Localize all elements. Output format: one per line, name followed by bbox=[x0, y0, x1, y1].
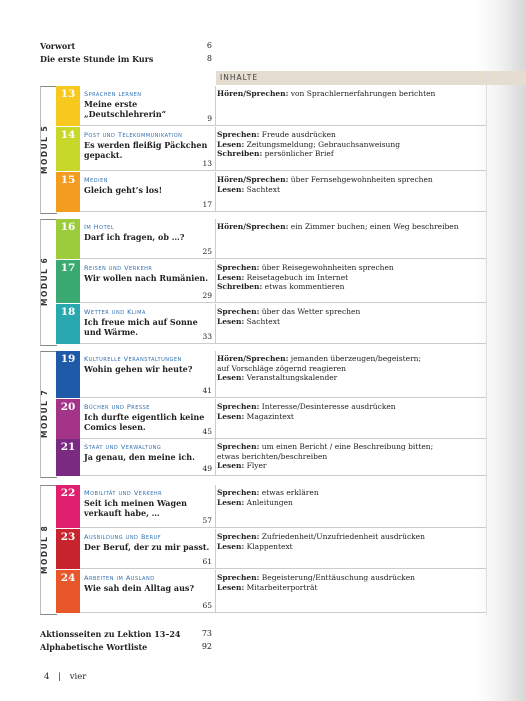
row-separator bbox=[80, 568, 486, 569]
row-separator bbox=[80, 475, 486, 476]
lesson-content bbox=[217, 307, 485, 326]
lesson-number: 18 bbox=[60, 306, 76, 318]
lesson-number: 24 bbox=[60, 572, 76, 584]
toc-entry-vorwort[interactable] bbox=[40, 41, 212, 51]
content-line bbox=[217, 412, 485, 422]
lesson-row[interactable] bbox=[56, 219, 486, 259]
column-separator bbox=[215, 439, 216, 476]
column-separator bbox=[215, 304, 216, 344]
content-text: Flyer bbox=[244, 461, 267, 470]
content-label: Lesen: bbox=[217, 582, 245, 592]
content-header-label: INHALTE bbox=[220, 73, 259, 82]
content-line bbox=[217, 273, 485, 283]
content-line bbox=[217, 282, 485, 292]
content-text: Magazintext bbox=[244, 411, 294, 421]
content-text: auf Vorschläge zögernd reagieren bbox=[217, 363, 346, 373]
content-line bbox=[217, 89, 485, 99]
content-text: über das Wetter sprechen bbox=[259, 307, 361, 316]
column-separator bbox=[215, 172, 216, 212]
content-line bbox=[217, 222, 485, 232]
lesson-content bbox=[217, 442, 485, 471]
content-line bbox=[217, 364, 485, 374]
content-text: etwas kommentieren bbox=[262, 282, 345, 291]
content-line bbox=[217, 402, 485, 412]
content-text: Anleitungen bbox=[244, 497, 293, 507]
content-text: Klappentext bbox=[244, 541, 293, 551]
content-label: Sprechen: bbox=[217, 442, 260, 451]
toc-entry-title: Aktionsseiten zu Lektion 13–24 bbox=[40, 629, 181, 639]
content-line bbox=[217, 488, 485, 498]
content-label: Sprechen: bbox=[217, 402, 260, 411]
lesson-page: 17 bbox=[202, 200, 212, 209]
lesson-page: 13 bbox=[202, 159, 212, 168]
toc-entry-page: 8 bbox=[206, 54, 212, 63]
content-text: Interesse/Desinteresse ausdrücken bbox=[259, 402, 396, 411]
module-label: MODUL 7 bbox=[40, 388, 49, 439]
lesson-theme: Reisen und Verkehr bbox=[84, 264, 153, 272]
content-label: Hören/Sprechen: bbox=[217, 354, 289, 363]
lesson-page: 29 bbox=[202, 291, 212, 300]
row-separator bbox=[80, 302, 486, 303]
content-text: von Sprachlernerfahrungen berichten bbox=[288, 89, 436, 98]
content-text: Begeisterung/Enttäuschung ausdrücken bbox=[259, 573, 415, 582]
content-line bbox=[217, 452, 485, 462]
lesson-theme: Ausbildung und Beruf bbox=[84, 533, 162, 541]
content-label: Schreiben: bbox=[217, 282, 263, 291]
column-separator bbox=[215, 399, 216, 439]
content-label: Lesen: bbox=[217, 461, 245, 470]
lesson-content bbox=[217, 175, 485, 194]
lesson-title[interactable]: Darf ich fragen, ob …? bbox=[84, 232, 185, 242]
footer-page-word: vier bbox=[69, 672, 87, 682]
lesson-row[interactable] bbox=[56, 304, 486, 344]
content-label: Sprechen: bbox=[217, 130, 260, 139]
lesson-title[interactable]: Gleich geht’s los! bbox=[84, 185, 163, 195]
lesson-theme: Bücher und Presse bbox=[84, 403, 150, 411]
module-label: MODUL 5 bbox=[40, 124, 49, 174]
content-label: Schreiben: bbox=[217, 149, 263, 158]
lesson-number: 22 bbox=[60, 487, 76, 499]
lesson-theme: Mobilität und Verkehr bbox=[84, 489, 163, 497]
lesson-content bbox=[217, 89, 485, 99]
content-label: Sprechen: bbox=[217, 263, 260, 272]
lesson-number: 20 bbox=[60, 401, 76, 413]
content-line bbox=[217, 573, 485, 583]
column-divider bbox=[486, 71, 487, 615]
lesson-page: 25 bbox=[202, 247, 212, 256]
lesson-title[interactable]: Ja genau, den meine ich. bbox=[84, 452, 195, 462]
content-label: Sprechen: bbox=[217, 573, 260, 582]
lesson-title[interactable]: Seit ich meinen Wagen verkauft habe, … bbox=[84, 498, 187, 518]
content-text: etwas berichten/beschreiben bbox=[217, 451, 328, 461]
toc-entry-title: Die erste Stunde im Kurs bbox=[40, 54, 154, 64]
lesson-theme: Sprachen lernen bbox=[84, 90, 142, 98]
row-separator bbox=[80, 343, 486, 344]
lesson-page: 33 bbox=[202, 332, 212, 341]
lesson-title[interactable]: Es werden fleißig Päckchen gepackt. bbox=[84, 140, 208, 160]
lesson-theme: Staat und Verwaltung bbox=[84, 443, 162, 451]
lesson-theme: Arbeiten im Ausland bbox=[84, 574, 155, 582]
lesson-title[interactable]: Der Beruf, der zu mir passt. bbox=[84, 542, 210, 552]
lesson-row[interactable] bbox=[56, 439, 486, 476]
lesson-row[interactable] bbox=[56, 172, 486, 212]
row-separator bbox=[80, 258, 486, 259]
lesson-title[interactable]: Wir wollen nach Rumänien. bbox=[84, 273, 209, 283]
content-line bbox=[217, 354, 485, 364]
lesson-number: 13 bbox=[60, 88, 76, 100]
content-text: Sachtext bbox=[244, 316, 280, 326]
lesson-number: 17 bbox=[60, 262, 76, 274]
lesson-row[interactable] bbox=[56, 485, 486, 528]
content-label: Hören/Sprechen: bbox=[217, 89, 289, 98]
content-label: Lesen: bbox=[217, 541, 245, 551]
column-separator bbox=[215, 260, 216, 303]
content-label: Sprechen: bbox=[217, 307, 260, 316]
toc-entry-title: Alphabetische Wortliste bbox=[40, 642, 148, 652]
lesson-number: 14 bbox=[60, 129, 76, 141]
toc-entry-page: 92 bbox=[201, 642, 212, 651]
lesson-number: 21 bbox=[60, 441, 76, 453]
content-line bbox=[217, 532, 485, 542]
row-separator bbox=[80, 211, 486, 212]
lesson-row[interactable] bbox=[56, 260, 486, 303]
content-text: Veranstaltungskalender bbox=[244, 373, 338, 382]
content-label: Lesen: bbox=[217, 139, 245, 149]
content-label: Hören/Sprechen: bbox=[217, 175, 289, 184]
content-text: ein Zimmer buchen; einen Weg beschreiben bbox=[288, 222, 459, 231]
column-separator bbox=[215, 485, 216, 528]
lesson-content bbox=[217, 354, 485, 383]
lesson-title[interactable]: Ich durfte eigentlich keine Comics lesen. bbox=[84, 412, 205, 432]
lesson-title[interactable]: Ich freue mich auf Sonne und Wärme. bbox=[84, 317, 198, 337]
lesson-theme: Im Hotel bbox=[84, 223, 115, 231]
lesson-page: 9 bbox=[207, 114, 212, 123]
content-label: Lesen: bbox=[217, 272, 245, 282]
content-label: Lesen: bbox=[217, 316, 245, 326]
content-line bbox=[217, 185, 485, 195]
content-text: Sachtext bbox=[244, 184, 280, 194]
content-label: Lesen: bbox=[217, 184, 245, 194]
lesson-title[interactable]: Wie sah dein Alltag aus? bbox=[84, 583, 195, 593]
content-label: Sprechen: bbox=[217, 488, 260, 497]
footer-page-number: 4 bbox=[44, 672, 50, 682]
lesson-theme: Post und Telekommunikation bbox=[84, 131, 183, 139]
lesson-content bbox=[217, 402, 485, 421]
lesson-content bbox=[217, 532, 485, 551]
column-separator bbox=[215, 351, 216, 398]
content-line bbox=[217, 307, 485, 317]
module-label: MODUL 6 bbox=[40, 256, 49, 307]
content-line bbox=[217, 542, 485, 552]
lesson-number: 15 bbox=[60, 174, 76, 186]
content-text: über Fernsehgewohnheiten sprechen bbox=[288, 175, 433, 184]
lesson-content bbox=[217, 573, 485, 592]
column-separator bbox=[215, 570, 216, 613]
lesson-number: 16 bbox=[60, 221, 76, 233]
lesson-page: 57 bbox=[202, 516, 212, 525]
toc-entry-wortliste[interactable] bbox=[40, 642, 212, 652]
content-line bbox=[217, 498, 485, 508]
toc-entry-page: 73 bbox=[201, 629, 212, 638]
lesson-content bbox=[217, 263, 485, 292]
content-text: Zeitungsmeldung; Gebrauchsanweisung bbox=[244, 139, 401, 149]
lesson-theme: Wetter und Klima bbox=[84, 308, 146, 316]
lesson-number: 19 bbox=[60, 353, 76, 365]
content-label: Sprechen: bbox=[217, 532, 260, 541]
lesson-row[interactable] bbox=[56, 529, 486, 569]
toc-entry-title: Vorwort bbox=[40, 41, 76, 51]
lesson-content bbox=[217, 488, 485, 507]
row-separator bbox=[80, 397, 486, 398]
lesson-title[interactable]: Meine erste „Deutschlehrerin“ bbox=[84, 99, 167, 119]
toc-entry-aktionsseiten[interactable] bbox=[40, 629, 212, 639]
lesson-page: 41 bbox=[202, 386, 212, 395]
row-separator bbox=[80, 527, 486, 528]
toc-entry-erste-stunde[interactable] bbox=[40, 54, 212, 64]
column-separator bbox=[215, 86, 216, 126]
content-line bbox=[217, 583, 485, 593]
content-text: Reisetagebuch im Internet bbox=[244, 272, 349, 282]
content-label: Lesen: bbox=[217, 373, 245, 382]
lesson-content bbox=[217, 222, 485, 232]
content-text: um einen Bericht / eine Beschreibung bitten; bbox=[259, 442, 434, 451]
lesson-page: 49 bbox=[202, 464, 212, 473]
content-line bbox=[217, 317, 485, 327]
lesson-content bbox=[217, 130, 485, 159]
content-label: Hören/Sprechen: bbox=[217, 222, 289, 231]
content-line bbox=[217, 175, 485, 185]
toc-entry-page: 6 bbox=[206, 41, 212, 50]
content-text: persönlicher Brief bbox=[262, 149, 334, 158]
content-line bbox=[217, 149, 485, 159]
content-label: Lesen: bbox=[217, 497, 245, 507]
lesson-theme: Kulturelle Veranstaltungen bbox=[84, 355, 182, 363]
content-text: über Reisegewohnheiten sprechen bbox=[259, 263, 394, 272]
row-separator bbox=[80, 125, 486, 126]
content-text: Freude ausdrücken bbox=[259, 130, 336, 139]
content-line bbox=[217, 442, 485, 452]
lesson-title[interactable]: Wohin gehen wir heute? bbox=[84, 364, 193, 374]
column-separator bbox=[215, 529, 216, 569]
footer-separator: | bbox=[58, 672, 61, 682]
lesson-row[interactable] bbox=[56, 86, 486, 126]
content-text: Zufriedenheit/Unzufriedenheit ausdrücken bbox=[259, 532, 425, 541]
content-header-bar-extra bbox=[487, 71, 526, 85]
row-separator bbox=[80, 170, 486, 171]
content-line bbox=[217, 373, 485, 383]
row-separator bbox=[80, 612, 486, 613]
lesson-page: 45 bbox=[202, 427, 212, 436]
module-label: MODUL 8 bbox=[40, 524, 49, 574]
content-line bbox=[217, 140, 485, 150]
content-label: Lesen: bbox=[217, 411, 245, 421]
content-line bbox=[217, 130, 485, 140]
lesson-number: 23 bbox=[60, 531, 76, 543]
lesson-row[interactable] bbox=[56, 127, 486, 171]
lesson-row[interactable] bbox=[56, 351, 486, 398]
content-text: etwas erklären bbox=[259, 488, 319, 497]
lesson-page: 61 bbox=[202, 557, 212, 566]
column-separator bbox=[215, 127, 216, 171]
lesson-theme: Medien bbox=[84, 176, 108, 184]
lesson-page: 65 bbox=[202, 601, 212, 610]
content-line bbox=[217, 461, 485, 471]
lesson-row[interactable] bbox=[56, 570, 486, 613]
content-text: Mitarbeiterporträt bbox=[244, 582, 318, 592]
page-footer bbox=[44, 672, 86, 682]
column-separator bbox=[215, 219, 216, 259]
content-text: jemanden überzeugen/begeistern; bbox=[288, 354, 422, 363]
content-line bbox=[217, 263, 485, 273]
lesson-row[interactable] bbox=[56, 399, 486, 439]
